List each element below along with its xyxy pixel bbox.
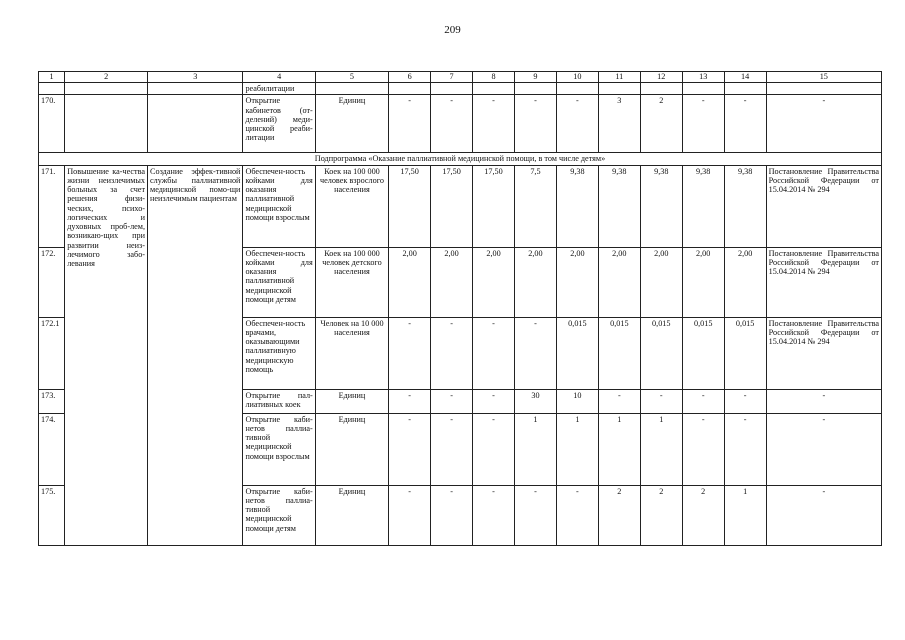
document-cell: Постановление Правительства Российской Федерации от 15.04.2014 № 294 — [766, 317, 881, 389]
table-row — [39, 95, 882, 153]
col-header: 1 — [39, 72, 65, 83]
value-cell: 9,38 — [682, 165, 724, 247]
value-cell: - — [389, 485, 431, 545]
document-cell: Постановление Правительства Российской Федерации от 15.04.2014 № 294 — [766, 247, 881, 317]
value-cell: 0,015 — [598, 317, 640, 389]
indicator-cell: реабилитации — [243, 83, 315, 95]
value-cell: - — [724, 413, 766, 485]
value-cell: - — [724, 389, 766, 413]
document-cell: Постановление Правительства Российской Федерации от 15.04.2014 № 294 — [766, 165, 881, 247]
value-cell: 1 — [514, 413, 556, 485]
value-cell: 2,00 — [682, 247, 724, 317]
unit-cell: Коек на 100 000 человек взрослого населения — [315, 165, 388, 247]
value-cell: - — [598, 389, 640, 413]
subprogram-row — [39, 153, 882, 165]
page-number: 209 — [444, 24, 461, 36]
col-header: 11 — [598, 72, 640, 83]
document-cell: - — [766, 95, 881, 153]
indicator-cell: Открытие кабинетов (от-делений) меди-цинской реаби-литации — [243, 95, 315, 153]
value-cell: - — [640, 389, 682, 413]
value-cell: - — [431, 389, 473, 413]
value-cell: 3 — [598, 95, 640, 153]
col-header: 9 — [514, 72, 556, 83]
value-cell: 9,38 — [640, 165, 682, 247]
document-cell: - — [766, 485, 881, 545]
value-cell: 9,38 — [724, 165, 766, 247]
col-header: 6 — [389, 72, 431, 83]
goal-cell: Повышение ка-чества жизни неизлечимых больных за счет решения физи-ческих, психо-логических и духовных проб-лем, возникаю-щих при развитии неиз-лечимого забо-левания — [65, 165, 148, 545]
col-header: 4 — [243, 72, 315, 83]
value-cell: 2,00 — [598, 247, 640, 317]
value-cell: - — [724, 95, 766, 153]
col-header: 2 — [65, 72, 148, 83]
value-cell: 0,015 — [556, 317, 598, 389]
value-cell: - — [431, 95, 473, 153]
table-row-continuation — [39, 83, 882, 95]
value-cell: 2 — [640, 485, 682, 545]
value-cell: - — [682, 413, 724, 485]
value-cell: 2,00 — [514, 247, 556, 317]
value-cell: - — [682, 95, 724, 153]
value-cell: - — [473, 95, 515, 153]
col-header: 8 — [473, 72, 515, 83]
value-cell: 2,00 — [389, 247, 431, 317]
column-number-row — [39, 72, 882, 83]
row-number: 174. — [39, 413, 65, 485]
value-cell: - — [514, 485, 556, 545]
col-header: 3 — [148, 72, 243, 83]
value-cell: 2,00 — [473, 247, 515, 317]
col-header: 14 — [724, 72, 766, 83]
unit-cell: Единиц — [315, 389, 388, 413]
value-cell: - — [389, 317, 431, 389]
unit-cell: Единиц — [315, 413, 388, 485]
unit-cell: Человек на 10 000 населения — [315, 317, 388, 389]
value-cell: - — [389, 389, 431, 413]
row-number: 170. — [39, 95, 65, 153]
value-cell: - — [514, 95, 556, 153]
value-cell: - — [389, 95, 431, 153]
indicator-cell: Обеспечен-ность койками для оказания паллиативной медицинской помощи детям — [243, 247, 315, 317]
value-cell: - — [514, 317, 556, 389]
indicators-table — [38, 71, 882, 546]
value-cell: 9,38 — [556, 165, 598, 247]
value-cell: 1 — [724, 485, 766, 545]
value-cell: 2,00 — [640, 247, 682, 317]
value-cell: 1 — [556, 413, 598, 485]
indicator-cell: Открытие пал-лиативных коек — [243, 389, 315, 413]
value-cell: - — [473, 413, 515, 485]
value-cell: 0,015 — [724, 317, 766, 389]
value-cell: - — [556, 485, 598, 545]
col-header: 12 — [640, 72, 682, 83]
subprogram-title: Подпрограмма «Оказание паллиативной медицинской помощи, в том числе детям» — [39, 153, 882, 165]
value-cell: 1 — [598, 413, 640, 485]
task-cell: Создание эффек-тивной службы паллиативной медицинской помо-щи неизлечимым пациентам — [148, 165, 243, 545]
value-cell: 2,00 — [724, 247, 766, 317]
value-cell: 0,015 — [640, 317, 682, 389]
col-header: 5 — [315, 72, 388, 83]
row-number: 171. — [39, 165, 65, 247]
col-header: 13 — [682, 72, 724, 83]
row-number: 172. — [39, 247, 65, 317]
value-cell: 2 — [640, 95, 682, 153]
value-cell: - — [682, 389, 724, 413]
table-row — [39, 165, 882, 247]
value-cell: 9,38 — [598, 165, 640, 247]
value-cell: - — [556, 95, 598, 153]
value-cell: 17,50 — [473, 165, 515, 247]
value-cell: 0,015 — [682, 317, 724, 389]
value-cell: 10 — [556, 389, 598, 413]
value-cell: - — [431, 317, 473, 389]
value-cell: 2,00 — [556, 247, 598, 317]
indicator-cell: Обеспечен-ность койками для оказания паллиативной медицинской помощи взрослым — [243, 165, 315, 247]
value-cell: - — [389, 413, 431, 485]
document-cell: - — [766, 413, 881, 485]
indicator-cell: Открытие каби-нетов паллиа-тивной медицинской помощи взрослым — [243, 413, 315, 485]
value-cell: 17,50 — [389, 165, 431, 247]
value-cell: - — [431, 413, 473, 485]
value-cell: 2 — [682, 485, 724, 545]
indicator-cell: Обеспечен-ность врачами, оказывающими паллиативную медицинскую помощь — [243, 317, 315, 389]
unit-cell: Единиц — [315, 485, 388, 545]
value-cell: 30 — [514, 389, 556, 413]
value-cell: - — [473, 389, 515, 413]
row-number: 175. — [39, 485, 65, 545]
value-cell: 7,5 — [514, 165, 556, 247]
row-number: 173. — [39, 389, 65, 413]
value-cell: 1 — [640, 413, 682, 485]
indicator-cell: Открытие каби-нетов паллиа-тивной медицинской помощи детям — [243, 485, 315, 545]
col-header: 7 — [431, 72, 473, 83]
unit-cell: Единиц — [315, 95, 388, 153]
col-header: 15 — [766, 72, 881, 83]
row-number: 172.1 — [39, 317, 65, 389]
col-header: 10 — [556, 72, 598, 83]
value-cell: - — [431, 485, 473, 545]
value-cell: - — [473, 485, 515, 545]
value-cell: 2 — [598, 485, 640, 545]
unit-cell: Коек на 100 000 человек детского населения — [315, 247, 388, 317]
document-cell: - — [766, 389, 881, 413]
value-cell: 17,50 — [431, 165, 473, 247]
value-cell: - — [473, 317, 515, 389]
value-cell: 2,00 — [431, 247, 473, 317]
